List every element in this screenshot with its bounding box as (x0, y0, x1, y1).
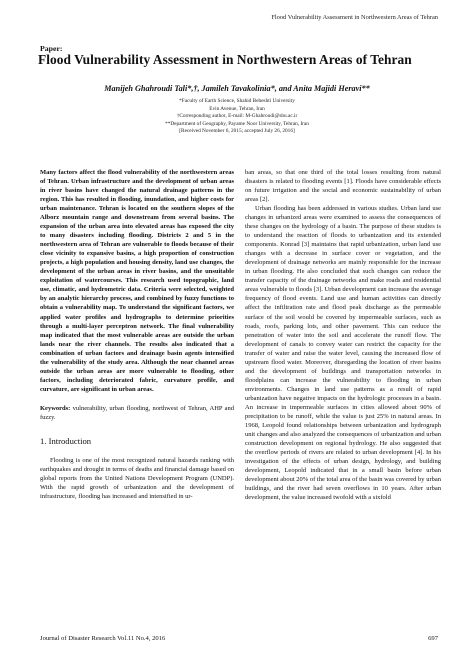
affiliation-line: *Faculty of Earth Science, Shahid Beheshti University (179, 98, 295, 104)
page-number: 697 (428, 635, 438, 642)
keywords-text: vulnerability, urban flooding, northwest of Tehran, AHP and fuzzy. (40, 404, 234, 421)
intro-paragraph: Urban flooding has been addressed in various studies. Urban land use changes in urbanized areas were examined to assess the consequences of these changes on the hydrology of a basin. The purpose of these studies is to understand the reaction of floods to urbanization and its extended components. Konrad [3] maintains that rapid urbanization, urban land use changes with a decrease in surface cover or vegetation, and the development of drainage networks are mainly responsible for the increase in urban flooding. He also concluded that such changes can reduce the transfer capacity of the drainage networks and make roads and residential areas vulnerable to floods [3]. Urban development can increase the average frequency of flood events. Land use and human activities can directly affect the infiltration rate and flood peak discharge as the permeable surface of the soil would be covered by impermeable surfaces, such as roads, roofs, parking lots, and other pavement. This can reduce the penetration of water into the soil and accelerate the runoff flow. The development of canals to convey water can restrict the capacity for the transfer of water and raise the water level, causing the increased flow of upstream flood water. Moreover, disregarding the location of river basins and the development of buildings and transportation networks in floodplains can increase the vulnerability to flooding in urban environments. Changes in land use patterns as a result of rapid urbanization have negative impacts on the hydrologic processes in a basin. An increase in impermeable surfaces in cities allowed about 90% of precipitation to be runoff, while the value is just 25% in natural areas. In 1968, Leopold found relationships between urbanization and hydrograph unit changes and also analyzed the consequences of urbanization and urban construction development on regional hydrology. He also suggested that the overflow periods of rivers are related to urban development [4]. In his investigation of the effects of urban design, hydrology, and building development, Leopold indicated that in a small basin before urban development about 20% of the total area of the basin was covered by urban buildings, and the river had seven overflows in 10 years. After urban development, the value increased twofold with a sixfold (245, 205, 442, 502)
abstract: Many factors affect the flood vulnerability of the northwestern areas of Tehran. Urban infrastructure and the development of urban areas in river basins have changed the natural drainage patterns in the region. This has resulted in flooding, inundation, and higher costs for urban maintenance. Tehran is located on the southern slopes of the Alborz mountain range and downstream from several basins. The expansion of the urban area into elevated areas has exposed the city to many disasters including flooding. Districts 2 and 5 in the northwestern area of Tehran are vulnerable to floods because of their close vicinity to expansive basins, a high proportion of construction projects, a high population and housing density, land use changes, the development of the urban areas in river basins, and the unsuitable exploitation of watercourses. This research used topographic, land use, climatic, and hydrometric data. Criteria were selected, weighted by an analytic hierarchy process, and combined by fuzzy functions to obtain a vulnerability map. To understand the significant factors, we applied water profiles and hydrographs to determine priorities through a multi-layer perceptron network. The final vulnerability map indicated that the most vulnerable areas are outside the urban lands near the river channels. The results also indicated that a combination of urban factors and drainage basin agents intensified the vulnerability of the study area. Although the near channel areas outside the urban areas are more vulnerable to flooding, other factors, including deteriorated fabric, curvature profile, and curvature, are significant in urban areas. (40, 169, 234, 393)
paper-type-label: Paper: (40, 44, 63, 53)
paper-title: Flood Vulnerability Assessment in Northwestern Areas of Tehran (38, 52, 412, 67)
affiliation-line: **Department of Geography, Payame Noor University, Tehran, Iran (165, 120, 309, 127)
affiliation-line: Evin Avenue, Tehran, Iran (209, 105, 265, 112)
affiliation-line: †Corresponding author, E-mail: M-Ghahroudi@sbu.ac.ir (176, 113, 298, 120)
keywords-label: Keywords: (40, 404, 71, 412)
received-dates: [Received November 6, 2015; accepted July 26, 2016] (179, 128, 295, 135)
left-column (40, 168, 234, 501)
affiliations (0, 98, 474, 136)
running-head: Flood Vulnerability Assessment in Northwestern Areas of Tehran (271, 14, 438, 21)
keywords (40, 404, 234, 422)
intro-paragraph-continued: ban areas, so that one third of the total losses resulting from natural disasters is related to flooding events [1]. Floods have considerable effects on future irrigation and the social and economic sustainability of urban areas [2]. (245, 169, 441, 204)
right-column (245, 168, 441, 502)
footer-journal: Journal of Disaster Research Vol.11 No.4, 2016 (40, 635, 166, 642)
author-list: Manijeh Ghahroudi Tali*,†, Jamileh Tavakolinia*, and Anita Majidi Heravi** (104, 84, 370, 93)
section-heading: 1. Introduction (40, 435, 92, 446)
intro-paragraph: Flooding is one of the most recognized natural hazards ranking with earthquakes and drought in terms of deaths and financial damage based on global reports from the United Nations Development Program (UNDP). With the rapid growth of urbanization and the development of infrastructure, flooding has increased and intensified in ur- (40, 456, 234, 500)
